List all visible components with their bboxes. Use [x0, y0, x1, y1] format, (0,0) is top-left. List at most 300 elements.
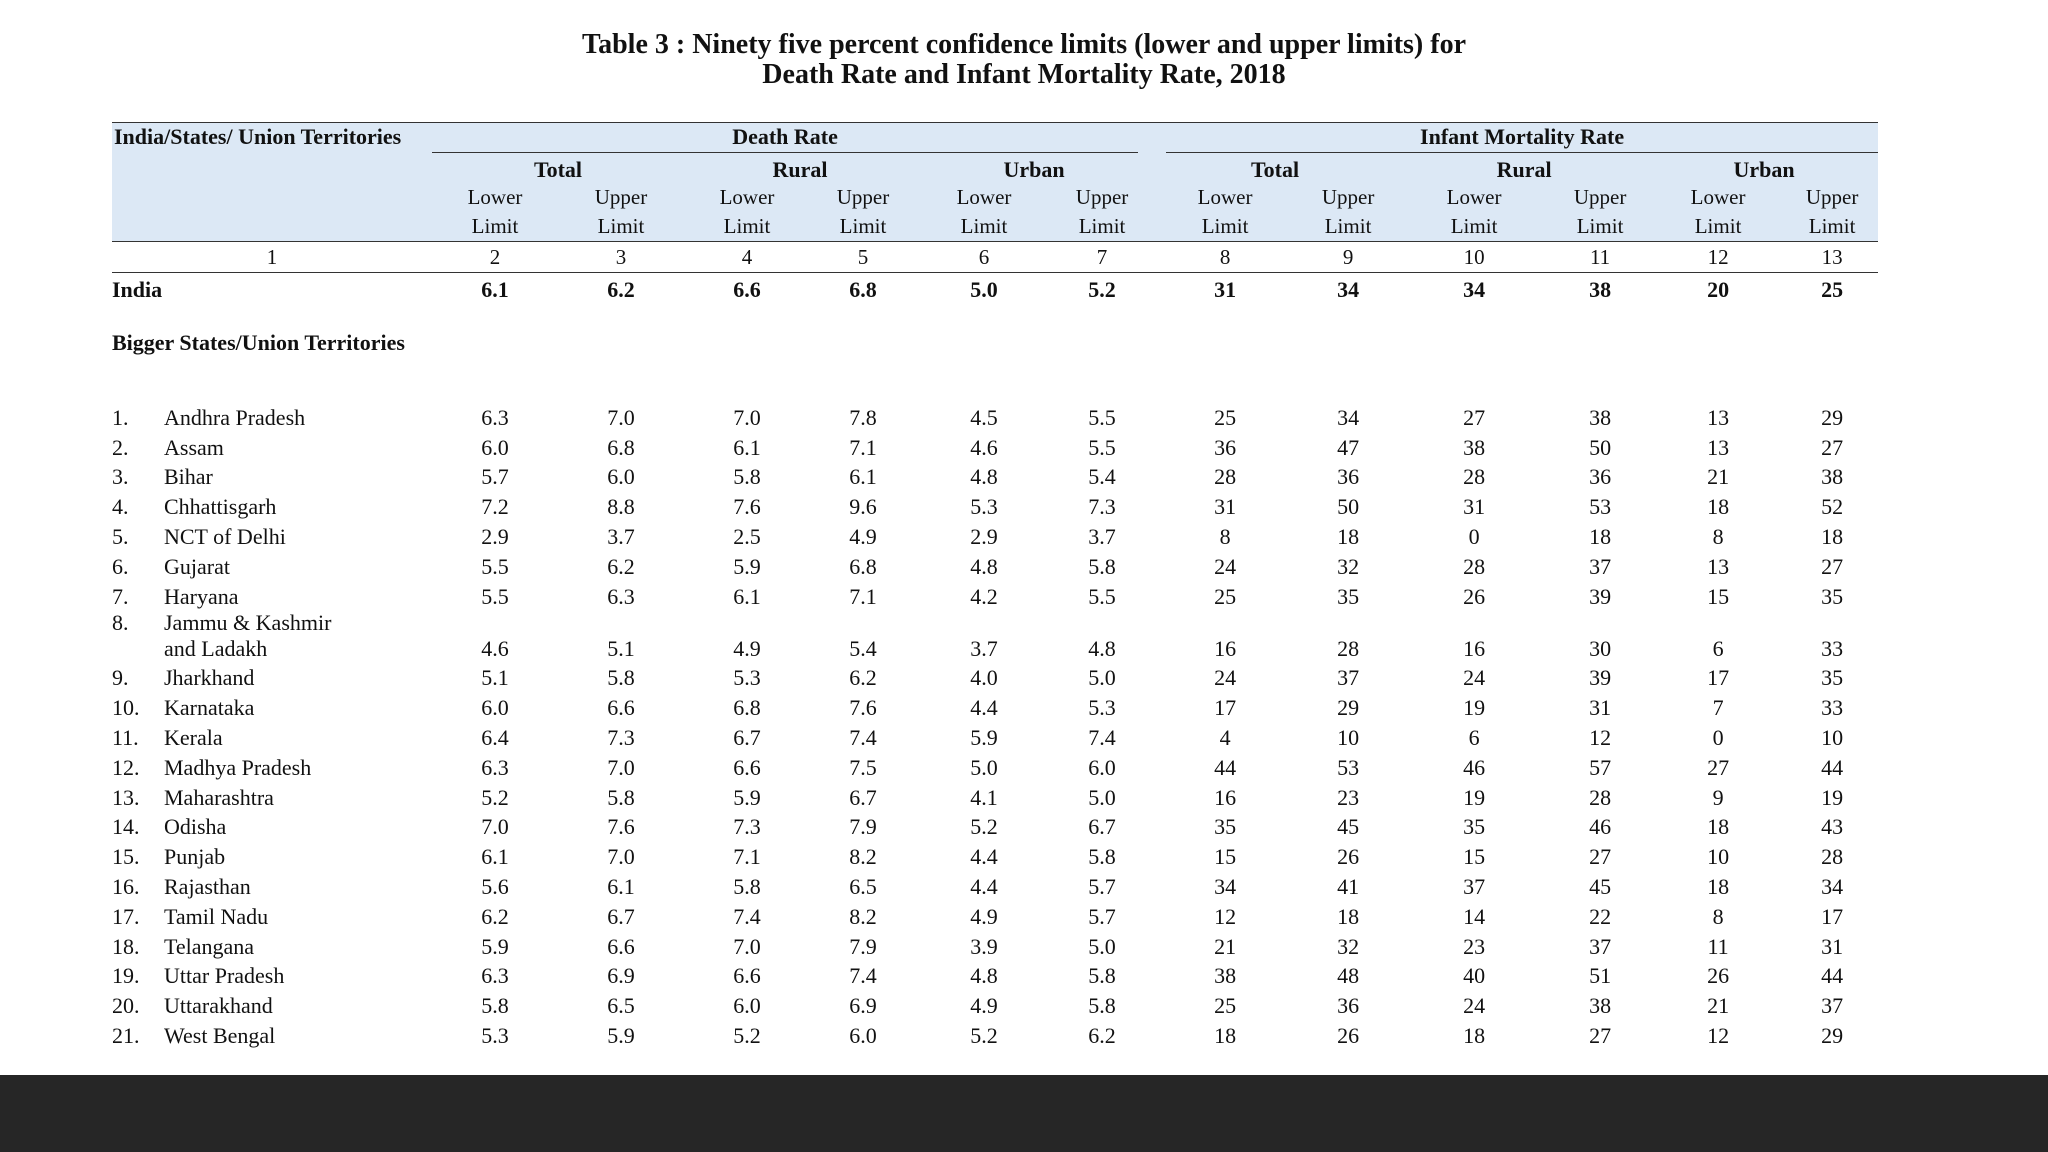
- value-cell: 34: [1337, 404, 1360, 430]
- value-cell: 22: [1589, 903, 1612, 929]
- value-cell: 4.9: [849, 523, 877, 549]
- value-cell: 4: [1219, 724, 1231, 750]
- death-rural-header: Rural: [772, 157, 828, 182]
- state-serial-number: 7.: [112, 583, 129, 609]
- value-cell: 7.0: [733, 404, 761, 430]
- limit-word: Limit: [839, 214, 887, 238]
- column-number: 8: [1152, 242, 1298, 273]
- value-cell: 7.4: [733, 903, 761, 929]
- state-serial-number: 21.: [112, 1022, 140, 1048]
- value-cell: 7.0: [607, 754, 635, 780]
- death-rate-header: Death Rate: [432, 123, 1152, 154]
- value-cell: 12: [1214, 903, 1237, 929]
- india-row: [112, 273, 1878, 308]
- table-row: [112, 580, 1878, 610]
- value-cell: 38: [1589, 277, 1612, 302]
- limit-word: Limit: [1201, 214, 1249, 238]
- value-cell: 3.7: [607, 523, 635, 549]
- imr-rural-header: Rural: [1496, 157, 1552, 182]
- value-cell: 5.6: [481, 873, 509, 899]
- value-cell: 6.2: [607, 553, 635, 579]
- value-cell: 34: [1821, 873, 1844, 899]
- value-cell: 5.0: [1088, 784, 1116, 810]
- value-cell: 4.6: [970, 434, 998, 460]
- upper-word: Upper: [594, 185, 648, 209]
- value-cell: 7.0: [607, 404, 635, 430]
- label-column-header: India/States/ Union Territories: [114, 124, 402, 149]
- value-cell: 28: [1821, 844, 1844, 870]
- value-cell: 7.5: [849, 754, 877, 780]
- column-number: 5: [810, 242, 916, 273]
- section-row: [112, 307, 1878, 401]
- value-cell: 27: [1707, 754, 1730, 780]
- value-cell: 17: [1707, 665, 1730, 691]
- state-name-line-1: Uttar Pradesh: [164, 963, 285, 989]
- value-cell: 6.7: [1088, 814, 1116, 840]
- value-cell: 6.0: [849, 1022, 877, 1048]
- value-cell: 44: [1214, 754, 1237, 780]
- value-cell: 5.1: [481, 665, 509, 691]
- value-cell: 17: [1214, 695, 1237, 721]
- value-cell: 4.2: [970, 583, 998, 609]
- value-cell: 8.2: [849, 903, 877, 929]
- value-cell: 7.6: [849, 695, 877, 721]
- imr-urban-header: Urban: [1733, 157, 1795, 182]
- value-cell: 6.8: [849, 553, 877, 579]
- value-cell: 4.9: [733, 635, 761, 661]
- value-cell: 5.9: [733, 553, 761, 579]
- table-body: [112, 273, 1878, 1049]
- value-cell: 48: [1337, 963, 1360, 989]
- value-cell: 12: [1589, 724, 1612, 750]
- table-row: [112, 691, 1878, 721]
- state-name-line-2: and Ladakh: [164, 635, 268, 661]
- value-cell: 33: [1821, 635, 1844, 661]
- value-cell: 5.9: [481, 933, 509, 959]
- table-row: [112, 900, 1878, 930]
- value-cell: 21: [1214, 933, 1237, 959]
- value-cell: 30: [1589, 635, 1612, 661]
- value-cell: 6.9: [607, 963, 635, 989]
- state-name-cell: [112, 662, 432, 692]
- value-cell: 7.2: [481, 494, 509, 520]
- column-number: 4: [684, 242, 810, 273]
- imr-header: Infant Mortality Rate: [1152, 123, 1878, 154]
- value-cell: 24: [1214, 665, 1237, 691]
- limit-word: Limit: [1324, 214, 1372, 238]
- value-cell: 5.8: [1088, 844, 1116, 870]
- value-cell: 7.9: [849, 933, 877, 959]
- value-cell: 26: [1337, 844, 1360, 870]
- value-cell: 28: [1589, 784, 1612, 810]
- value-cell: 18: [1707, 494, 1730, 520]
- value-cell: 35: [1214, 814, 1237, 840]
- table-row: [112, 431, 1878, 461]
- value-cell: 5.9: [607, 1022, 635, 1048]
- value-cell: 18: [1463, 1022, 1486, 1048]
- value-cell: 44: [1821, 963, 1844, 989]
- value-cell: 4.4: [970, 844, 998, 870]
- state-name: [164, 584, 239, 610]
- value-cell: 5.8: [607, 784, 635, 810]
- value-cell: 37: [1337, 665, 1360, 691]
- death-total-header: Total: [533, 157, 583, 182]
- value-cell: 27: [1589, 1022, 1612, 1048]
- value-cell: 6.2: [481, 903, 509, 929]
- state-serial-number: 11.: [112, 724, 139, 750]
- value-cell: 6.2: [607, 277, 635, 302]
- value-cell: 6.4: [481, 724, 509, 750]
- state-name: [164, 963, 284, 989]
- state-serial-number: 15.: [112, 844, 140, 870]
- state-serial-number: 20.: [112, 993, 140, 1019]
- value-cell: 6.1: [733, 434, 761, 460]
- table-row: [112, 662, 1878, 692]
- value-cell: 6: [1712, 635, 1724, 661]
- value-cell: 31: [1214, 494, 1237, 520]
- value-cell: 0: [1712, 724, 1724, 750]
- value-cell: 6.8: [733, 695, 761, 721]
- value-cell: 6.6: [733, 754, 761, 780]
- lower-limit-header: [1152, 183, 1298, 242]
- value-cell: 35: [1337, 583, 1360, 609]
- value-cell: 6.8: [849, 277, 877, 302]
- state-name: [164, 874, 251, 900]
- table-title-line-1: Table 3 : Ninety five percent confidence limits (lower and upper limits) for: [582, 29, 1466, 60]
- value-cell: 4.1: [970, 784, 998, 810]
- value-cell: 34: [1337, 277, 1360, 302]
- value-cell: 4.8: [1088, 635, 1116, 661]
- state-name-line-1: Maharashtra: [164, 784, 274, 810]
- state-serial-number: 10.: [112, 695, 140, 721]
- limit-word: Limit: [1694, 214, 1742, 238]
- value-cell: 5.2: [1088, 277, 1116, 302]
- value-cell: 6.7: [607, 903, 635, 929]
- value-cell: 6.6: [733, 277, 761, 302]
- value-cell: 53: [1589, 494, 1612, 520]
- column-number: 11: [1550, 242, 1650, 273]
- value-cell: 40: [1463, 963, 1486, 989]
- state-name: [164, 405, 305, 431]
- value-cell: 7.1: [849, 583, 877, 609]
- table-row: [112, 1019, 1878, 1049]
- value-cell: 5.4: [849, 635, 877, 661]
- state-name: [164, 494, 276, 520]
- value-cell: 9: [1712, 784, 1724, 810]
- value-cell: 57: [1589, 754, 1612, 780]
- column-number: 1: [112, 242, 432, 273]
- state-name-line-1: Chhattisgarh: [164, 494, 277, 520]
- value-cell: 25: [1821, 277, 1844, 302]
- value-cell: 6.1: [733, 583, 761, 609]
- value-cell: 24: [1463, 993, 1486, 1019]
- value-cell: 13: [1707, 553, 1730, 579]
- table-row: [112, 520, 1878, 550]
- value-cell: 7: [1712, 695, 1724, 721]
- value-cell: 15: [1707, 583, 1730, 609]
- state-name-cell: [112, 960, 432, 990]
- state-name-line-1: West Bengal: [164, 1022, 276, 1048]
- column-number: 9: [1298, 242, 1398, 273]
- state-serial-number: 17.: [112, 903, 140, 929]
- value-cell: 18: [1337, 903, 1360, 929]
- value-cell: 19: [1463, 695, 1486, 721]
- state-name: [164, 695, 254, 721]
- death-urban-header: Urban: [1003, 157, 1065, 182]
- state-name-line-1: Karnataka: [164, 695, 255, 721]
- value-cell: 5.1: [607, 635, 635, 661]
- state-name-line-1: Gujarat: [164, 553, 230, 579]
- table-row: [112, 490, 1878, 520]
- value-cell: 53: [1337, 754, 1360, 780]
- state-name: [164, 814, 226, 840]
- value-cell: 3.7: [970, 635, 998, 661]
- value-cell: 31: [1463, 494, 1486, 520]
- state-name-cell: [112, 401, 432, 431]
- value-cell: 4.4: [970, 695, 998, 721]
- value-cell: 23: [1337, 784, 1360, 810]
- value-cell: 5.8: [1088, 963, 1116, 989]
- value-cell: 8.2: [849, 844, 877, 870]
- state-name-cell: [112, 751, 432, 781]
- value-cell: 8.8: [607, 494, 635, 520]
- value-cell: 7.4: [1088, 724, 1116, 750]
- value-cell: 34: [1214, 873, 1237, 899]
- upper-word: Upper: [1321, 185, 1375, 209]
- value-cell: 27: [1821, 434, 1844, 460]
- value-cell: 5.5: [481, 583, 509, 609]
- state-name-line-1: Kerala: [164, 724, 223, 750]
- value-cell: 5.0: [970, 754, 998, 780]
- value-cell: 36: [1337, 464, 1360, 490]
- value-cell: 4.8: [970, 553, 998, 579]
- value-cell: 7.1: [733, 844, 761, 870]
- value-cell: 29: [1821, 404, 1844, 430]
- state-name-line-1: Assam: [164, 434, 224, 460]
- state-name: [164, 435, 224, 461]
- value-cell: 6.1: [481, 277, 509, 302]
- value-cell: 6.0: [481, 695, 509, 721]
- state-serial-number: 3.: [112, 464, 129, 490]
- state-name-line-1: Bihar: [164, 464, 213, 490]
- state-name: [164, 524, 286, 550]
- upper-word: Upper: [1075, 185, 1129, 209]
- column-number: 13: [1786, 242, 1878, 273]
- lower-word: Lower: [1690, 185, 1746, 209]
- value-cell: 37: [1589, 933, 1612, 959]
- value-cell: 28: [1337, 635, 1360, 661]
- value-cell: 10: [1821, 724, 1844, 750]
- upper-limit-header: [558, 183, 684, 242]
- state-name-line-1: Madhya Pradesh: [164, 754, 312, 780]
- value-cell: 28: [1214, 464, 1237, 490]
- value-cell: 7.0: [733, 933, 761, 959]
- limit-word: Limit: [597, 214, 645, 238]
- table-row: [112, 610, 1878, 662]
- state-serial-number: 9.: [112, 665, 129, 691]
- table-row: [112, 461, 1878, 491]
- state-name: [164, 725, 223, 751]
- value-cell: 37: [1821, 993, 1844, 1019]
- table-title-line-2: Death Rate and Infant Mortality Rate, 2018: [762, 59, 1286, 90]
- state-name: [164, 904, 268, 930]
- value-cell: 6.3: [607, 583, 635, 609]
- state-name-cell: [112, 550, 432, 580]
- value-cell: 34: [1463, 277, 1486, 302]
- value-cell: 17: [1821, 903, 1844, 929]
- value-cell: 5.7: [481, 464, 509, 490]
- value-cell: 5.5: [1088, 404, 1116, 430]
- value-cell: 27: [1589, 844, 1612, 870]
- value-cell: 6.0: [607, 464, 635, 490]
- value-cell: 2.5: [733, 523, 761, 549]
- value-cell: 32: [1337, 553, 1360, 579]
- value-cell: 6.5: [849, 873, 877, 899]
- value-cell: 50: [1337, 494, 1360, 520]
- state-name: [164, 993, 273, 1019]
- value-cell: 15: [1463, 844, 1486, 870]
- value-cell: 46: [1589, 814, 1612, 840]
- value-cell: 25: [1214, 404, 1237, 430]
- value-cell: 6.0: [481, 434, 509, 460]
- table-title: [0, 30, 2048, 90]
- state-name-cell: [112, 431, 432, 461]
- value-cell: 39: [1589, 583, 1612, 609]
- state-name-cell: [112, 520, 432, 550]
- value-cell: 37: [1463, 873, 1486, 899]
- state-name-cell: [112, 580, 432, 610]
- value-cell: 25: [1214, 993, 1237, 1019]
- value-cell: 41: [1337, 873, 1360, 899]
- value-cell: 43: [1821, 814, 1844, 840]
- value-cell: 6.5: [607, 993, 635, 1019]
- imr-total-header: Total: [1251, 157, 1300, 182]
- limit-word: Limit: [960, 214, 1008, 238]
- value-cell: 5.4: [1088, 464, 1116, 490]
- table-row: [112, 781, 1878, 811]
- table-row: [112, 960, 1878, 990]
- value-cell: 24: [1463, 665, 1486, 691]
- value-cell: 29: [1337, 695, 1360, 721]
- value-cell: 7.0: [607, 844, 635, 870]
- value-cell: 36: [1214, 434, 1237, 460]
- limit-word: Limit: [1450, 214, 1498, 238]
- value-cell: 5.7: [1088, 903, 1116, 929]
- value-cell: 21: [1707, 993, 1730, 1019]
- value-cell: 4.6: [481, 635, 509, 661]
- value-cell: 4.8: [970, 464, 998, 490]
- value-cell: 10: [1707, 844, 1730, 870]
- state-name: [164, 844, 225, 870]
- value-cell: 8: [1219, 523, 1231, 549]
- value-cell: 6.9: [849, 993, 877, 1019]
- value-cell: 7.8: [849, 404, 877, 430]
- column-number: 3: [558, 242, 684, 273]
- value-cell: 0: [1468, 523, 1480, 549]
- state-name-line-1: NCT of Delhi: [164, 523, 286, 549]
- value-cell: 5.8: [733, 873, 761, 899]
- value-cell: 18: [1589, 523, 1612, 549]
- value-cell: 5.2: [970, 1022, 998, 1048]
- state-name: [164, 610, 331, 662]
- state-name: [164, 554, 230, 580]
- value-cell: 18: [1214, 1022, 1237, 1048]
- value-cell: 10: [1337, 724, 1360, 750]
- state-name-cell: [112, 989, 432, 1019]
- value-cell: 5.2: [970, 814, 998, 840]
- value-cell: 32: [1337, 933, 1360, 959]
- value-cell: 18: [1337, 523, 1360, 549]
- state-name-line-1: Andhra Pradesh: [164, 404, 306, 430]
- lower-limit-header: [432, 183, 558, 242]
- value-cell: 6.1: [849, 464, 877, 490]
- table-row: [112, 930, 1878, 960]
- value-cell: 6.3: [481, 963, 509, 989]
- value-cell: 15: [1214, 844, 1237, 870]
- limit-word: Limit: [1576, 214, 1624, 238]
- value-cell: 5.9: [970, 724, 998, 750]
- value-cell: 23: [1463, 933, 1486, 959]
- value-cell: 6.2: [1088, 1022, 1116, 1048]
- value-cell: 9.6: [849, 494, 877, 520]
- state-name: [164, 464, 213, 490]
- value-cell: 38: [1463, 434, 1486, 460]
- state-name-line-1: Telangana: [164, 933, 255, 959]
- value-cell: 2.9: [481, 523, 509, 549]
- table-row: [112, 811, 1878, 841]
- value-cell: 52: [1821, 494, 1844, 520]
- state-name: [164, 1023, 275, 1049]
- upper-limit-header: [1298, 183, 1398, 242]
- value-cell: 5.3: [481, 1022, 509, 1048]
- state-serial-number: 12.: [112, 754, 140, 780]
- value-cell: 14: [1463, 903, 1486, 929]
- value-cell: 29: [1821, 1022, 1844, 1048]
- value-cell: 19: [1463, 784, 1486, 810]
- value-cell: 28: [1463, 553, 1486, 579]
- value-cell: 36: [1337, 993, 1360, 1019]
- value-cell: 7.6: [607, 814, 635, 840]
- value-cell: 35: [1821, 665, 1844, 691]
- value-cell: 31: [1589, 695, 1612, 721]
- value-cell: 24: [1214, 553, 1237, 579]
- value-cell: 6.6: [607, 695, 635, 721]
- value-cell: 26: [1463, 583, 1486, 609]
- value-cell: 38: [1589, 404, 1612, 430]
- value-cell: 3.7: [1088, 523, 1116, 549]
- state-name-line-1: Uttarakhand: [164, 993, 273, 1019]
- value-cell: 5.8: [481, 993, 509, 1019]
- table-row: [112, 989, 1878, 1019]
- state-serial-number: 19.: [112, 963, 140, 989]
- value-cell: 5.5: [481, 553, 509, 579]
- lower-limit-header: [684, 183, 810, 242]
- state-name-cell: [112, 721, 432, 751]
- upper-limit-header: [810, 183, 916, 242]
- limit-word: Limit: [471, 214, 519, 238]
- state-serial-number: 16.: [112, 873, 140, 899]
- value-cell: 5.2: [481, 784, 509, 810]
- value-cell: 18: [1707, 814, 1730, 840]
- value-cell: 6.1: [607, 873, 635, 899]
- value-cell: 5.8: [607, 665, 635, 691]
- value-cell: 37: [1589, 553, 1612, 579]
- state-serial-number: 1.: [112, 404, 129, 430]
- value-cell: 18: [1707, 873, 1730, 899]
- lower-word: Lower: [956, 185, 1012, 209]
- state-serial-number: 6.: [112, 553, 129, 579]
- column-number: 10: [1398, 242, 1550, 273]
